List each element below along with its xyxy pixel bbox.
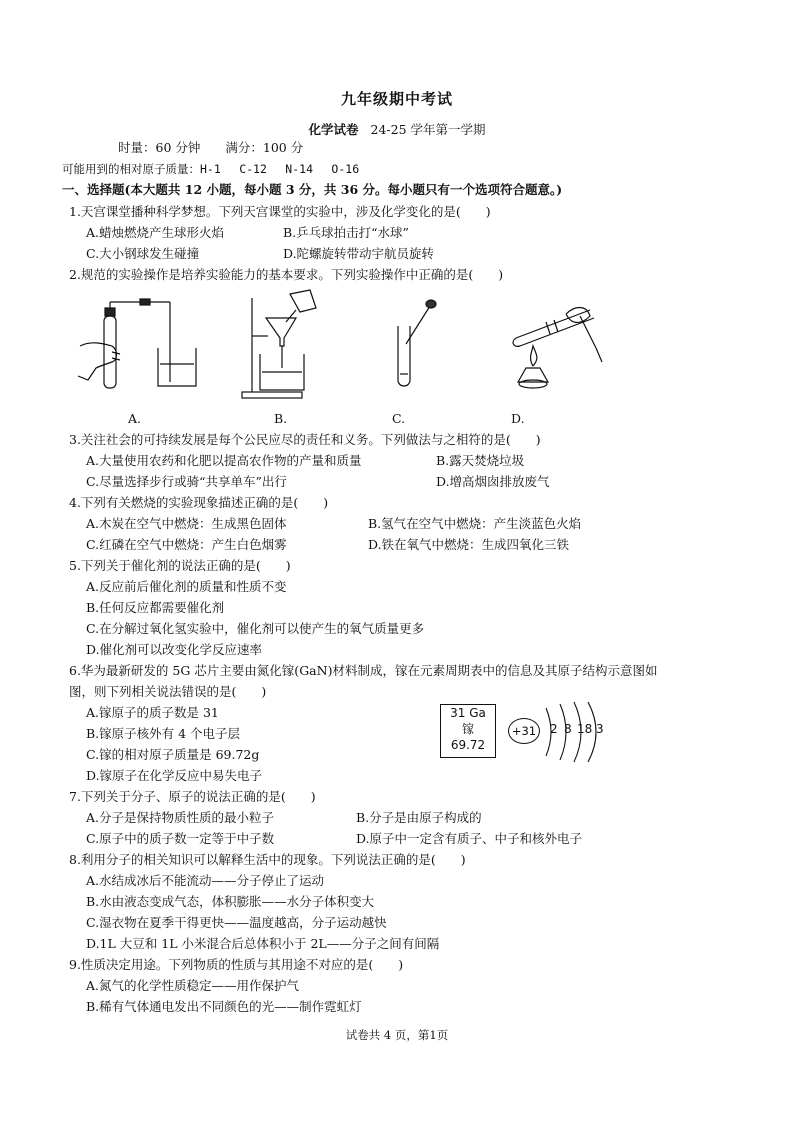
heating-tube-illustration <box>513 308 602 389</box>
question-7-option-d: D.原子中一定含有质子、中子和核外电子 <box>356 831 583 846</box>
question-6-option-b: B.镓原子核外有 4 个电子层 <box>86 726 241 741</box>
subject-label: 化学试卷 <box>308 122 359 137</box>
question-7-stem: 7.下列关于分子、原子的说法正确的是( ) <box>69 789 316 804</box>
question-1-option-c: C.大小钢球发生碰撞 <box>86 246 200 261</box>
question-5-option-d: D.催化剂可以改变化学反应速率 <box>86 642 263 657</box>
question-1-stem: 1.天宫课堂播种科学梦想。下列天宫课堂的实验中，涉及化学变化的是( ) <box>69 204 491 219</box>
question-6-stem-line-2: 图，则下列相关说法错误的是( ) <box>69 684 267 699</box>
question-6-option-d: D.镓原子在化学反应中易失电子 <box>86 768 263 783</box>
question-5-option-c: C.在分解过氧化氢实验中，催化剂可以使产生的氧气质量更多 <box>86 621 425 636</box>
question-3-option-a: A.大量使用农药和化肥以提高农作物的产量和质量 <box>86 453 362 468</box>
exam-title: 九年级期中考试 <box>340 90 453 108</box>
element-mass: 69.72 <box>450 738 486 752</box>
question-4-option-b: B.氢气在空气中燃烧：产生淡蓝色火焰 <box>368 516 582 531</box>
gallium-element-card <box>440 704 496 758</box>
question-9-option-b: B.稀有气体通电发出不同颜色的光——制作霓虹灯 <box>86 999 362 1014</box>
question-2-stem: 2.规范的实验操作是培养实验能力的基本要求。下列实验操作中正确的是( ) <box>69 267 504 282</box>
figure-label-b: B. <box>274 411 288 426</box>
question-5-option-b: B.任何反应都需要催化剂 <box>86 600 225 615</box>
question-1-option-d: D.陀螺旋转带动宇航员旋转 <box>283 246 435 261</box>
atomic-masses-info <box>62 160 359 178</box>
figure-label-a: A. <box>128 411 142 426</box>
question-4-option-c: C.红磷在空气中燃烧：产生白色烟雾 <box>86 537 287 552</box>
question-8-option-b: B.水由液态变成气态，体积膨胀——水分子体积变大 <box>86 894 375 909</box>
question-4-option-a: A.木炭在空气中燃烧：生成黑色固体 <box>86 516 287 531</box>
section-1-heading: 一、选择题(本大题共 12 小题，每小题 3 分，共 36 分。每小题只有一个选项符合题意。) <box>62 182 563 197</box>
question-8-option-d: D.1L 大豆和 1L 小米混合后总体积小于 2L——分子之间有间隔 <box>86 936 440 951</box>
question-1-option-b: B.乒乓球拍击打“水球” <box>283 225 409 240</box>
filtration-illustration <box>242 290 316 398</box>
question-1-option-a: A.蜡烛燃烧产生球形火焰 <box>86 225 225 240</box>
page-footer: 试卷共 4 页，第1页 <box>345 1028 449 1042</box>
term-label: 24-25 学年第一学期 <box>370 122 486 137</box>
question-3-option-c: C.尽量选择步行或骑“共享单车”出行 <box>86 474 287 489</box>
exam-subtitle <box>0 120 794 138</box>
question-7-option-c: C.原子中的质子数一定等于中子数 <box>86 831 275 846</box>
shell-4-count: 3 <box>596 722 604 736</box>
question-4-stem: 4.下列有关燃烧的实验现象描述正确的是( ) <box>69 495 329 510</box>
question-6-stem-line-1: 6.华为最新研发的 5G 芯片主要由氮化镓(GaN)材料制成，镓在元素周期表中的信息及其原子结构示意图如 <box>69 663 658 678</box>
question-4-option-d: D.铁在氧气中燃烧：生成四氧化三铁 <box>368 537 570 552</box>
question-6-option-a: A.镓原子的质子数是 31 <box>86 705 219 720</box>
question-9-option-a: A.氮气的化学性质稳定——用作保护气 <box>86 978 300 993</box>
shell-3-count: 18 <box>577 722 593 736</box>
shell-2-count: 8 <box>564 722 572 736</box>
atomic-masses-text: 可能用到的相对原子质量：H-1 C-12 N-14 O-16 <box>62 162 360 176</box>
time-score-info: 时量：60 分钟 满分：100 分 <box>118 140 304 155</box>
question-7-option-b: B.分子是由原子构成的 <box>356 810 482 825</box>
element-number-symbol: 31 Ga <box>450 706 486 720</box>
atom-nucleus: +31 <box>508 718 540 744</box>
question-5-stem: 5.下列关于催化剂的说法正确的是( ) <box>69 558 291 573</box>
figure-label-d: D. <box>511 411 525 426</box>
question-8-option-a: A.水结成冰后不能流动——分子停止了运动 <box>86 873 325 888</box>
lab-operations-figure <box>70 288 630 410</box>
element-name: 镓 <box>461 722 474 736</box>
question-8-stem: 8.利用分子的相关知识可以解释生活中的现象。下列说法正确的是( ) <box>69 852 466 867</box>
question-6-option-c: C.镓的相对原子质量是 69.72g <box>86 747 260 762</box>
shell-1-count: 2 <box>550 722 558 736</box>
figure-label-c: C. <box>392 411 406 426</box>
question-3-stem: 3.关注社会的可持续发展是每个公民应尽的责任和义务。下列做法与之相符的是( ) <box>69 432 541 447</box>
question-3-option-b: B.露天焚烧垃圾 <box>436 453 525 468</box>
airtightness-check-illustration <box>78 299 196 388</box>
question-7-option-a: A.分子是保持物质性质的最小粒子 <box>86 810 275 825</box>
dropper-tube-illustration <box>398 300 436 386</box>
question-9-stem: 9.性质决定用途。下列物质的性质与其用途不对应的是( ) <box>69 957 404 972</box>
question-8-option-c: C.湿衣物在夏季干得更快——温度越高，分子运动越快 <box>86 915 387 930</box>
question-5-option-a: A.反应前后催化剂的质量和性质不变 <box>86 579 287 594</box>
question-3-option-d: D.增高烟囱排放废气 <box>436 474 550 489</box>
